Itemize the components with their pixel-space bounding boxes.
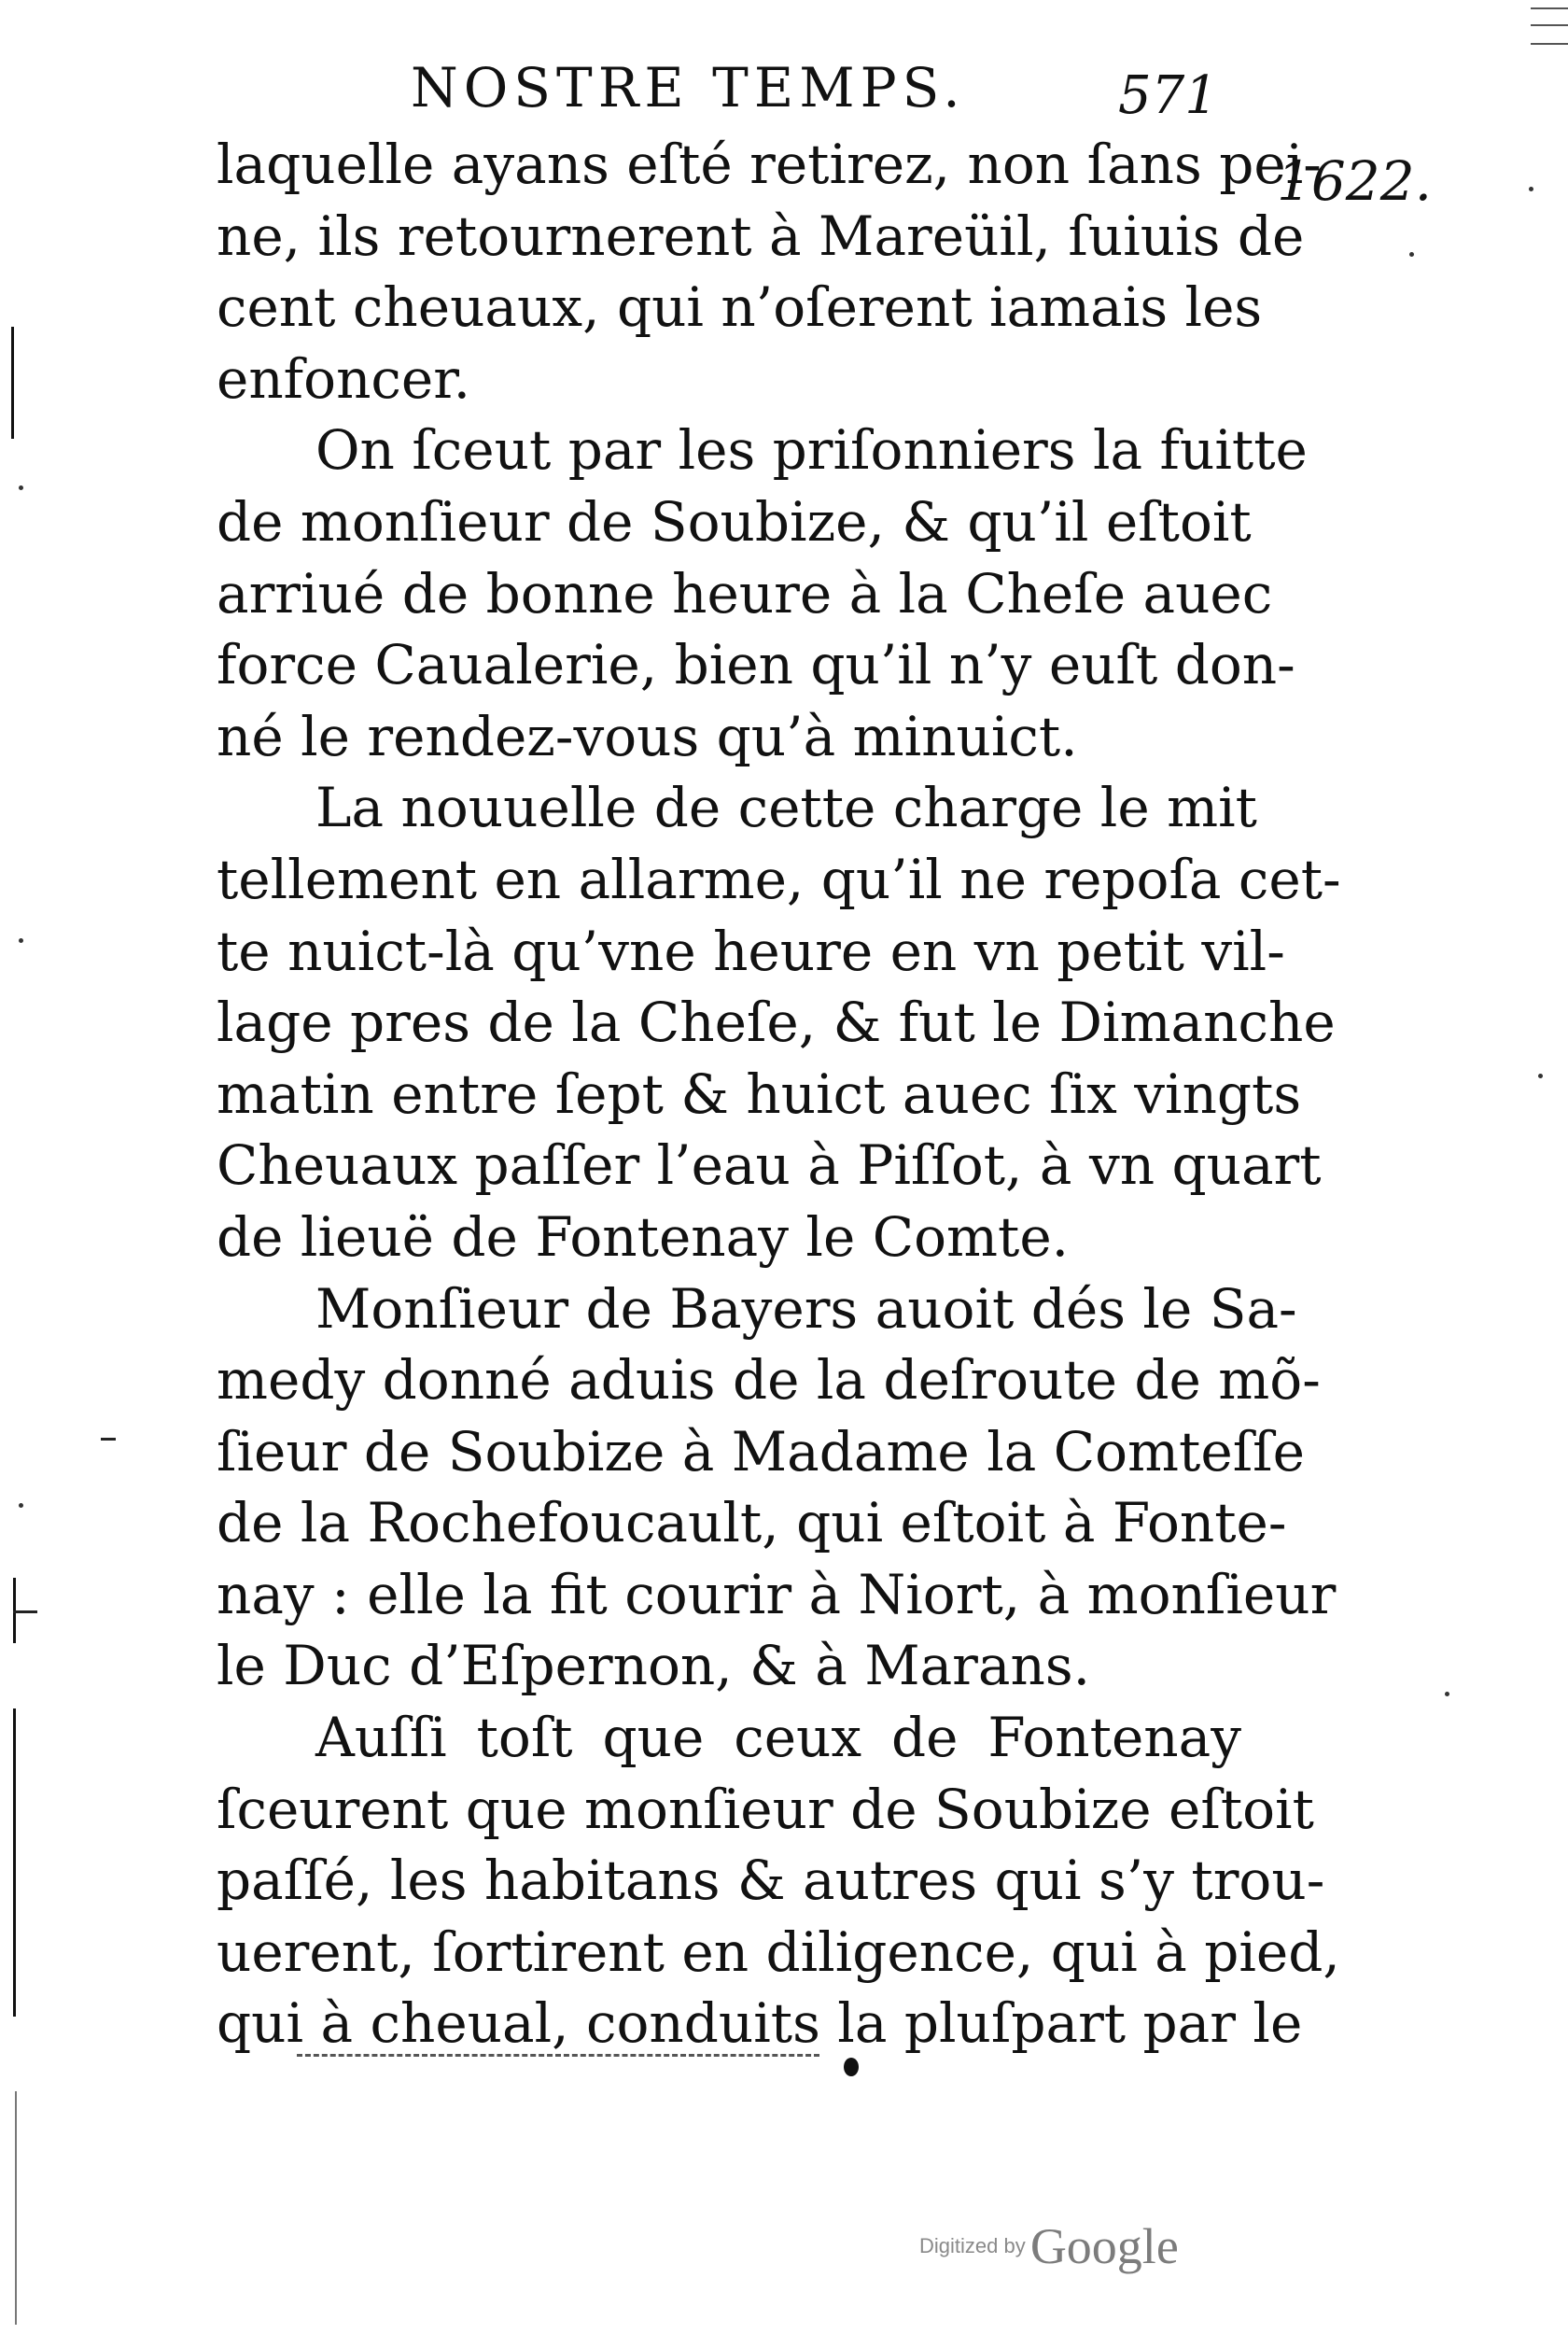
text-line: qui à cheual, conduits la pluſpart par le: [217, 1991, 1303, 2056]
text-line: tellement en allarme, qu’il ne repoſa cet-: [217, 847, 1341, 911]
text-line: laquelle ayans eſté retirez, non ſans pei-: [217, 133, 1322, 196]
text-line: lage pres de la Cheſe, & fut le Dimanche: [217, 991, 1336, 1055]
left-margin-speck: [19, 938, 23, 943]
left-margin-mark: [13, 1708, 16, 2017]
text-line: de lieuë de Fontenay le Comte.: [217, 1204, 1070, 1269]
text-line: ſceurent que monſieur de Soubize eſtoit: [217, 1777, 1314, 1841]
google-logo: Google: [1029, 2218, 1179, 2274]
text-line: arriué de bonne heure à la Cheſe auec: [217, 561, 1273, 626]
paragraph-start-line: Monſieur de Bayers auoit dés le Sa-: [315, 1276, 1297, 1341]
text-line: Cheuaux paſſer l’eau à Piſſot, à vn quart: [217, 1133, 1322, 1198]
right-margin-speck: [1529, 187, 1533, 191]
text-line: de monſieur de Soubize, & qu’il eſtoit: [217, 489, 1252, 554]
text-line: medy donné aduis de la deſroute de mõ-: [217, 1348, 1321, 1413]
text-line: cent cheuaux, qui n’oſerent iamais les: [217, 275, 1263, 340]
left-margin-mark: [11, 327, 14, 439]
text-line: ſieur de Soubize à Madame la Comteſſe: [217, 1419, 1305, 1483]
left-margin-mark: [101, 1438, 116, 1441]
left-margin-speck: [19, 485, 23, 490]
left-margin-speck: [19, 1503, 23, 1508]
right-edge-mark: [1531, 43, 1568, 45]
paragraph-start-line: Auſſi toſt que ceux de Fontenay: [315, 1706, 1241, 1770]
text-line: te nuict-là qu’vne heure en vn petit vil-: [217, 919, 1285, 983]
text-line: enfoncer.: [217, 346, 471, 411]
right-edge-mark: [1531, 24, 1568, 26]
ink-blot: [844, 2058, 859, 2076]
paragraph-start-line: On ſceut par les priſonniers la fuitte: [315, 418, 1308, 483]
paragraph-start-line: La nouuelle de cette charge le mit: [315, 776, 1257, 840]
text-line: né le rendez-vous qu’à minuict.: [217, 704, 1078, 768]
text-line: nay : elle la fit courir à Niort, à monſieur: [217, 1562, 1337, 1626]
running-head: NOSTRE TEMPS.: [411, 56, 966, 120]
right-edge-mark: [1531, 7, 1568, 9]
body-text: [217, 129, 1341, 2060]
text-line: force Caualerie, bien qu’il n’y euſt don-: [217, 633, 1295, 697]
text-line: ne, ils retournerent à Mareüil, ſuiuis de: [217, 204, 1305, 268]
text-line: paſſé, les habitans & autres qui s’y trou-: [217, 1849, 1325, 1913]
digitization-watermark: [919, 2217, 1179, 2275]
right-margin-speck: [1445, 1692, 1449, 1696]
right-margin-speck: [1538, 1074, 1543, 1078]
watermark-prefix: Digitized by: [919, 2234, 1026, 2257]
right-margin-speck: [1409, 252, 1414, 257]
text-line: matin entre ſept & huict auec ſix vingts: [217, 1062, 1302, 1126]
text-line: de la Rochefoucault, qui eſtoit à Fonte-: [217, 1491, 1287, 1555]
text-line: uerent, ſortirent en diligence, qui à pied,: [217, 1919, 1340, 1984]
margin-year-note: 1622.: [1277, 149, 1433, 213]
page-number: 571: [1118, 65, 1218, 126]
text-line: le Duc d’Eſpernon, & à Marans.: [217, 1634, 1091, 1698]
bottom-dashed-rule: [297, 2054, 819, 2057]
left-margin-mark: [13, 1610, 37, 1613]
left-margin-mark: [15, 2091, 17, 2325]
